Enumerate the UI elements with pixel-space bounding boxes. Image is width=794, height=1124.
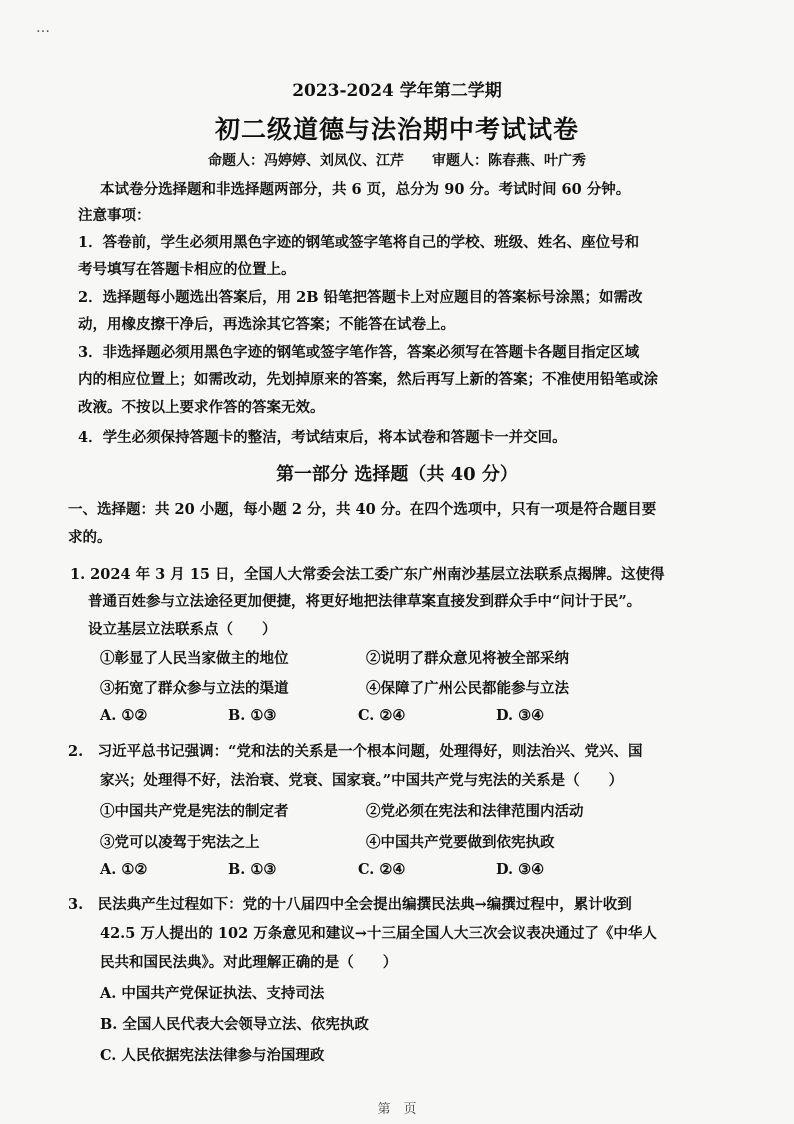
choice: D. ③④: [496, 707, 545, 724]
school-year: 2023-2024 学年第二学期: [292, 81, 502, 101]
section-instruction: 求的。: [68, 529, 112, 546]
statement: ④保障了广州公民都能参与立法: [366, 680, 569, 697]
question-1-stem: 1. 2024 年 3 月 15 日，全国人大常委会法工委广东广州南沙基层立法联系点揭牌。这使得: [70, 566, 665, 583]
choice: A. ①②: [100, 707, 148, 724]
statement: ③党可以凌驾于宪法之上: [100, 834, 260, 851]
notice-line: 3．非选择题必须用黑色字迹的钢笔或签字笔作答，答案必须写在答题卡各题目指定区域: [78, 344, 640, 361]
statement: ④中国共产党要做到依宪执政: [366, 834, 555, 851]
notice-line: 1．答卷前，学生必须用黑色字迹的钢笔或签字笔将自己的学校、班级、姓名、座位号和: [78, 234, 640, 251]
choice: B. ①③: [228, 861, 277, 878]
corner-mark: …: [36, 20, 51, 36]
question-2-stem: 2. 习近平总书记强调：“党和法的关系是一个根本问题，处理得好，则法治兴、党兴、国: [68, 743, 643, 760]
question-1-stem: 设立基层立法联系点（ ）: [88, 621, 277, 638]
notice-line: 2．选择题每小题选出答案后，用 2B 铅笔把答题卡上对应题目的答案标号涂黑；如需改: [78, 289, 643, 306]
option: B. 全国人民代表大会领导立法、依宪执政: [100, 1016, 369, 1033]
choice: B. ①③: [228, 707, 277, 724]
exam-title: 初二级道德与法治期中考试试卷: [214, 115, 579, 144]
notice-line: 考号填写在答题卡相应的位置上。: [78, 261, 296, 278]
notice-line: 内的相应位置上；如需改动，先划掉原来的答案，然后再写上新的答案；不准使用铅笔或涂: [78, 371, 658, 388]
choice: C. ②④: [358, 861, 406, 878]
notice-line: 动，用橡皮擦干净后，再选涂其它答案；不能答在试卷上。: [78, 316, 455, 333]
question-3-stem: 42.5 万人提出的 102 万条意见和建议→十三届全国人大三次会议表决通过了《中华人: [100, 925, 657, 942]
question-1-stem: 普通百姓参与立法途径更加便捷，将更好地把法律草案直接发到群众手中“问计于民”。: [88, 593, 642, 610]
question-3-stem: 3. 民法典产生过程如下：党的十八届四中全会提出编撰民法典→编撰过程中，累计收到: [68, 896, 632, 913]
page-footer: 第 页: [377, 1102, 417, 1117]
notice-line: 4．学生必须保持答题卡的整洁，考试结束后，将本试卷和答题卡一并交回。: [78, 429, 567, 446]
choice: D. ③④: [496, 861, 545, 878]
question-3-stem: 民共和国民法典》。对此理解正确的是（ ）: [100, 954, 398, 971]
choice: A. ①②: [100, 861, 148, 878]
intro-text: 本试卷分选择题和非选择题两部分，共 6 页，总分为 90 分。考试时间 60 分钟。: [100, 181, 631, 198]
choice: C. ②④: [358, 707, 406, 724]
option: A. 中国共产党保证执法、支持司法: [100, 985, 325, 1002]
notice-heading: 注意事项：: [78, 207, 151, 224]
question-2-stem: 家兴；处理得不好，法治衰、党衰、国家衰。”中国共产党与宪法的关系是（ ）: [100, 772, 624, 789]
statement: ①中国共产党是宪法的制定者: [100, 803, 289, 820]
statement: ②党必须在宪法和法律范围内活动: [366, 803, 584, 820]
statement: ③拓宽了群众参与立法的渠道: [100, 680, 289, 697]
statement: ②说明了群众意见将被全部采纳: [366, 650, 569, 667]
authors-line: 命题人：冯婷婷、刘凤仪、江芹 审题人：陈春燕、叶广秀: [208, 153, 586, 169]
option: C. 人民依据宪法法律参与治国理政: [100, 1047, 325, 1064]
section-instruction: 一、选择题：共 20 小题，每小题 2 分，共 40 分。在四个选项中，只有一项是符合题目要: [68, 501, 657, 518]
statement: ①彰显了人民当家做主的地位: [100, 650, 289, 667]
notice-line: 改液。不按以上要求作答的答案无效。: [78, 399, 325, 416]
section-title: 第一部分 选择题（共 40 分）: [276, 464, 518, 485]
